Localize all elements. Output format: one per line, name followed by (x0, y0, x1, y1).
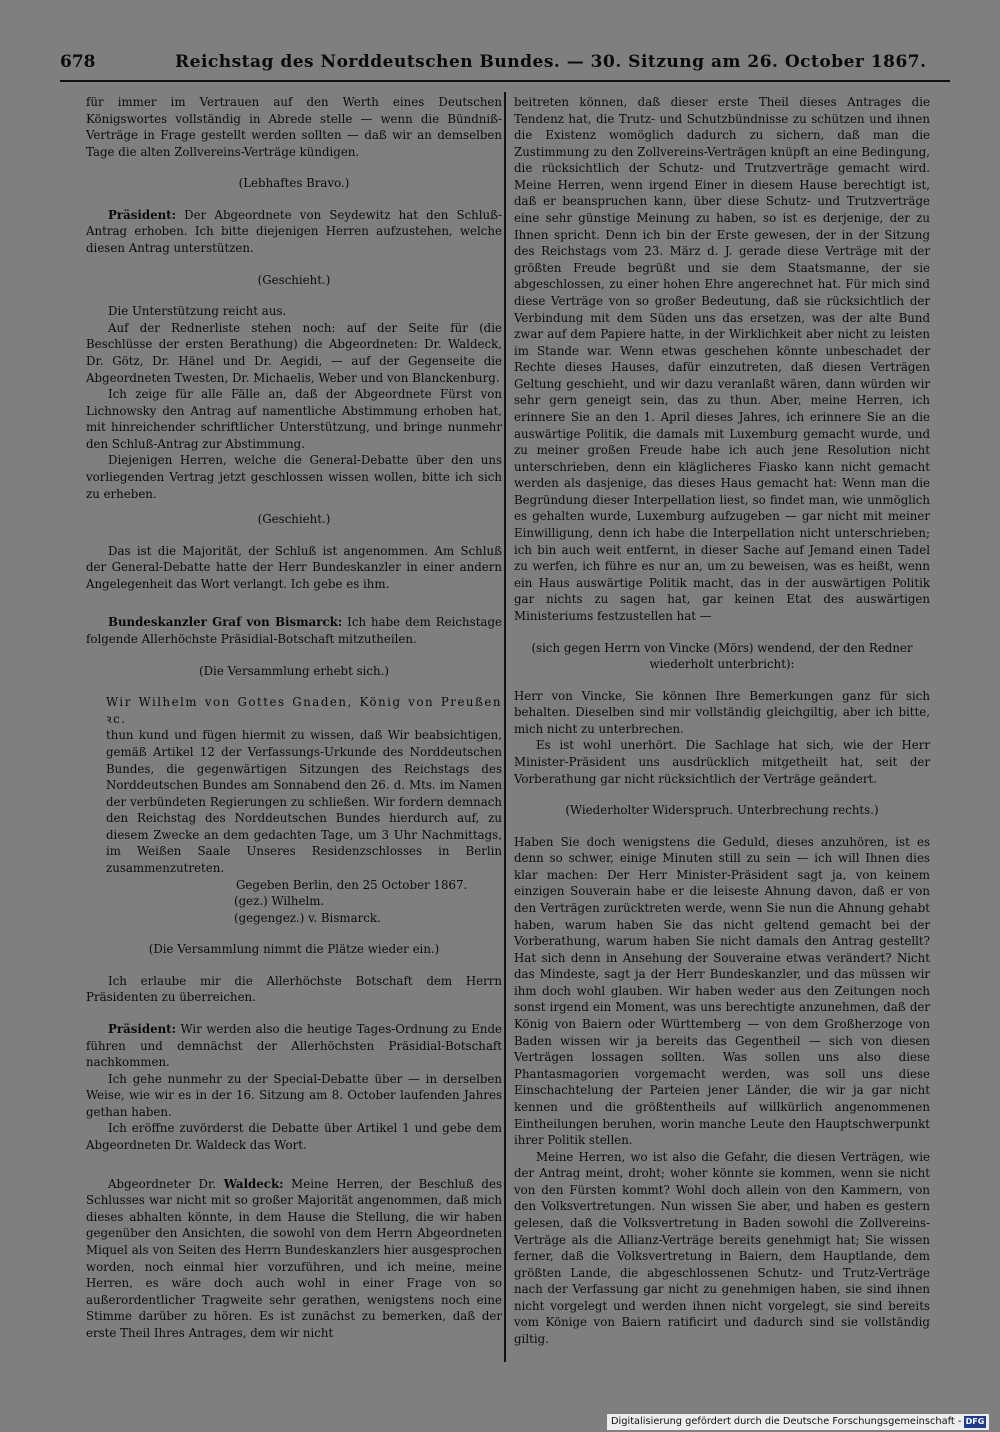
speaker-title: Abgeordneter Dr. (108, 1176, 224, 1191)
paragraph: Herr von Vincke, Sie können Ihre Bemerkungen ganz für sich behalten. Dieselben sind mir vollständig gleichgiltig, aber ich bitte, mich nicht zu unterbrechen. (514, 688, 930, 736)
right-column (514, 94, 930, 1348)
column-divider (504, 92, 506, 1362)
message-body: thun kund und fügen hiermit zu wissen, daß Wir beabsichtigen, gemäß Artikel 12 der Verfassungs-Urkunde des Norddeutschen Bundes, die gegenwärtigen Sitzungen des Reichstags des Norddeutschen Bundes am Sonnabend den 26. d. Mts. im Namen der verbündeten Regierungen zu schließen. Wir fordern demnach den Reichstag des Norddeutschen Bundes hierdurch auf, zu diesem Zwecke an dem gedachten Tage, um 3 Uhr Nachmittags, im Weißen Saale Unseres Residenzschlosses in Berlin zusammenzutreten. (106, 728, 502, 875)
dfg-logo-icon: DFG (965, 1417, 985, 1426)
paragraph: Auf der Rednerliste stehen noch: auf der Seite für (die Beschlüsse der ersten Berathung) die Abgeordneten: Dr. Waldeck, Dr. Götz, Dr. Hänel und Dr. Aegidi, — auf der Gegenseite die Abgeordneten Twesten, Dr. Michaelis, Weber und von Blanckenburg. (86, 320, 502, 385)
paragraph: Ich zeige für alle Fälle an, daß der Abgeordnete Fürst von Lichnowsky den Antrag auf namentliche Abstimmung erhoben hat, mit hinreichender schriftlicher Unterstützung, und bringe nunmehr den Schluß-Antrag zur Abstimmung. (86, 387, 502, 451)
interjection: (Die Versammlung nimmt die Plätze wieder ein.) (148, 942, 440, 957)
page-number: 678 (60, 52, 96, 72)
speech-text: Der Abgeordnete von Seydewitz hat den Schluß-Antrag erhoben. Ich bitte diejenigen Herren aufzustehen, welche diesen Antrag unterstützen. (86, 207, 502, 256)
paragraph: beitreten können, daß dieser erste Theil dieses Antrages die Tendenz hat, die Trutz- und Schutzbündnisse zu schützen und ihnen die Existenz womöglich dadurch zu sichern, daß man die Zustimmung zu den Zollvereins-Verträgen knüpft an eine Bedingung, die rücksichtlich der Schutz- und Trutzverträge gemacht wird. Meine Herren, wenn irgend Einer in diesem Hause berechtigt ist, daß er beanspruchen kann, über diese Schutz- und Trutzverträge eine sehr günstige Meinung zu haben, so ist es derjenige, der zu Ihnen spricht. Denn ich bin der Erste gewesen, der in der Sitzung des Reichstags vom 23. März d. J. gerade diese Verträge mit der größten Freude begrüßt und sie dem Staatsmanne, der sie abgeschlossen, zu einer hohen Ehre angerechnet hat. Für mich sind diese Verträge von so großer Bedeutung, daß sie rücksichtlich der Verbindung mit dem Süden uns das ersetzen, was der alte Bund zwar auf dem Papiere hatte, in der Wirklichkeit aber nicht zu leisten im Stande war. Wenn etwas geschehen könnte unbeschadet der Rechte dieses Hauses, dafür einzutreten, daß diesen Verträgen Geltung geschieht, und wir dazu veranlaßt wären, dann würden wir sehr gern geneigt sein, das zu thun. Aber, meine Herren, ich erinnere Sie an den 1. April dieses Jahres, ich erinnere Sie an die auswärtige Politik, die damals mit Luxemburg gemacht wurde, und zu meiner großen Freude habe ich auch jene Resolution nicht unterschrieben, denn ein kläglicheres Fiasko kann nicht gemacht werden als dasjenige, das dieses Haus gemacht hat: Wenn man die Begründung dieser Interpellation liest, so findet man, wie unmöglich es gehalten wurde, Luxemburg aufzugeben — gar nicht mit meiner Einwilligung, denn ich habe die Interpellation nicht unterschrieben; ich bin auch weit entfernt, in dieser Sache auf Jemand einen Tadel zu werfen, ich führe es nur an, um zu beweisen, was es heißt, wenn ein Haus auswärtige Politik macht, das in der auswärtigen Politik gar nichts zu sagen hat, gar keinen Etat des auswärtigen Ministeriums festzustellen hat — (514, 95, 930, 623)
speech-text: Wir werden also die heutige Tages-Ordnung zu Ende führen und demnächst der Allerhöchsten Präsidial-Botschaft nachkommen. (86, 1022, 502, 1070)
interjection: (Wiederholter Widerspruch. Unterbrechung rechts.) (565, 803, 879, 818)
paragraph: Die Unterstützung reicht aus. (108, 304, 287, 319)
paragraph: Ich erlaube mir die Allerhöchste Botschaft dem Herrn Präsidenten zu überreichen. (86, 973, 502, 1005)
interjection: (Geschieht.) (257, 512, 331, 527)
paragraph: Ich gehe nunmehr zu der Special-Debatte über — in derselben Weise, wie wir es in der 16. Sitzung am 8. October laufenden Jahres gethan haben. (86, 1071, 502, 1119)
paragraph: Haben Sie doch wenigstens die Geduld, dieses anzuhören, ist es denn so schwer, einige Minuten still zu sein — ich will Ihnen dies klar machen: Der Herr Minister-Präsident sagt ja, von keinem einzigen Souverain habe er die leiseste Ahnung davon, daß er von den Verträgen zurücktreten werde, wenn Sie nun die Ahnung gehabt haben, warum haben Sie das nicht geltend gemacht bei der Vorberathung, warum haben Sie nicht damals den Antrag gestellt? Hat sich denn in Ansehung der Souveraine etwas verändert? Nicht das Mindeste, sagt ja der Herr Bundeskanzler, und das müssen wir ihm doch wohl glauben. Wir haben weder aus den Zeitungen noch sonst irgend ein Moment, was uns berechtigte anzunehmen, daß der König von Baiern oder Württemberg — von dem Großherzoge von Baden wissen wir ja bereits das Gegentheil — sich von diesen Verträgen lossagen sollten. Was sollen uns also diese Phantasmagorien vorgemacht werden, was soll uns diese Einschachtelung der Parteien jener Länder, die wir ja gar nicht kennen und die größtentheils auf willkürlich angenommenen Eintheilungen beruhen, worin manche Leute den Hauptschwerpunkt ihrer Politik stellen. (514, 834, 930, 1148)
stage-direction: (sich gegen Herrn von Vincke (Mörs) wendend, der den Redner wiederholt unterbricht): (531, 640, 913, 672)
interjection: (Die Versammlung erhebt sich.) (199, 663, 389, 678)
paragraph: Es ist wohl unerhört. Die Sachlage hat sich, wie der Herr Minister-Präsident uns ausdrücklich mitgetheilt hat, seit der Vorberathung gar nicht rücksichtlich der Verträge geändert. (514, 738, 930, 786)
interjection: (Geschieht.) (257, 272, 331, 287)
speaker-name: Waldeck: (223, 1176, 284, 1191)
paragraph: Meine Herren, wo ist also die Gefahr, die diesen Verträgen, wie der Antrag meint, droht; woher könnte sie kommen, wenn sie nicht von den Fürsten kommt? Wohl doch allein von den Kammern, von den Volksvertretungen. Nun wissen Sie aber, und haben es gestern gelesen, daß die Volksvertretung in Baden sowohl die Zollvereins-Verträge als die Allianz-Verträge bereits genehmigt hat; Sie wissen ferner, daß die Volksvertretung in Baiern, dem Hauptlande, dem größten Lande, die abgeschlossenen Schutz- und Trutz-Verträge nach der Verfassung gar nicht zu genehmigen haben, sie sind ihnen nicht vorgelegt und werden ihnen nicht vorgelegt, sie sind bereits vom Könige von Baiern ratificirt und dadurch sind sie vollständig giltig. (514, 1149, 930, 1347)
paragraph: Diejenigen Herren, welche die General-Debatte über den uns vorliegenden Vertrag jetzt geschlossen wissen wollen, bitte ich sich zu erheben. (86, 453, 502, 501)
speech-text: Meine Herren, der Beschluß des Schlusses war nicht mit so großer Majorität angenommen, daß mich dieses abhalten könnte, in dem Hause die Stellung, die wir haben gegenüber den Ansichten, die sowohl von dem Herrn Abgeordneten Miquel als von Seiten des Herrn Bundeskanzlers hier ausgesprochen worden, noch einmal hier vorzuführen, und ich meine, meine Herren, es wäre doch auch wohl in einer Frage von so außerordentlicher Tragweite sehr gerathen, wenigstens noch eine Stimme darüber zu hören. Es ist zunächst zu bemerken, daß der erste Theil Ihres Antrages, dem wir nicht (86, 1176, 502, 1340)
running-title: Reichstag des Norddeutschen Bundes. — 30. Sitzung am 26. October 1867. (175, 52, 927, 72)
paragraph: Ich eröffne zuvörderst die Debatte über Artikel 1 und gebe dem Abgeordneten Dr. Waldeck das Wort. (86, 1121, 502, 1153)
digitization-credit (607, 1414, 989, 1430)
speech-text: Ich habe dem Reichstage folgende Allerhöchste Präsidial-Botschaft mitzutheilen. (86, 615, 502, 647)
message-opening: Wir Wilhelm von Gottes Gnaden, König von Preußen ꝛc. (106, 695, 502, 726)
paragraph (86, 207, 502, 257)
message-signature: (gez.) Wilhelm. (234, 894, 325, 909)
message-countersignature: (gegengez.) v. Bismarck. (234, 910, 381, 925)
speaker-name: Bundeskanzler Graf von Bismarck: (108, 615, 343, 630)
page-header (60, 50, 950, 82)
paragraph (86, 614, 502, 647)
interjection: (Lebhaftes Bravo.) (238, 176, 350, 191)
paragraph (86, 1021, 502, 1071)
paragraph (86, 1176, 502, 1342)
speaker-name: Präsident: (108, 207, 176, 222)
speaker-name: Präsident: (108, 1022, 176, 1037)
paragraph: für immer im Vertrauen auf den Werth eines Deutschen Königswortes vollständig in Abrede stelle — wenn die Bündniß-Verträge in Frage gestellt werden sollten — daß wir an demselben Tage die alten Zollvereins-Verträge kündigen. (86, 95, 502, 159)
paragraph: Das ist die Majorität, der Schluß ist angenommen. Am Schluß der General-Debatte hatte der Herr Bundeskanzler in einer andern Angelegenheit das Wort verlangt. Ich gebe es ihm. (86, 543, 502, 591)
message-date: Gegeben Berlin, den 25 October 1867. (236, 877, 468, 892)
credit-text: Digitalisierung gefördert durch die Deutsche Forschungsgemeinschaft - (611, 1416, 962, 1427)
left-column (86, 94, 502, 1341)
